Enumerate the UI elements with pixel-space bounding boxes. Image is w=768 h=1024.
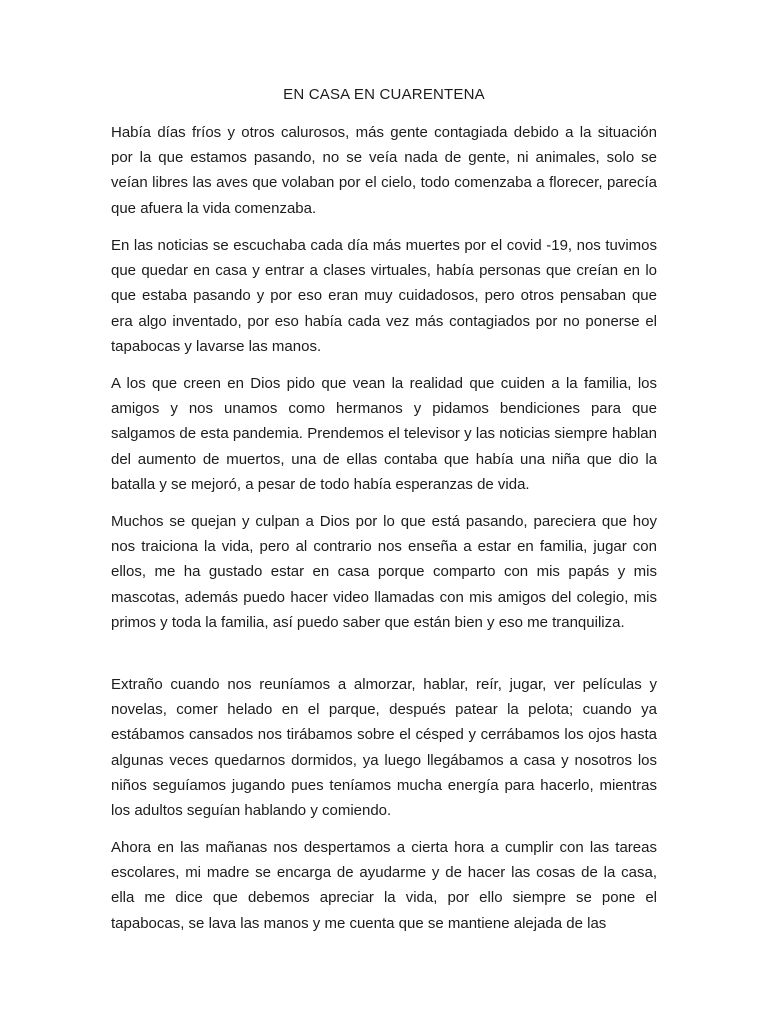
- paragraph-5: Extraño cuando nos reuníamos a almorzar, hablar, reír, jugar, ver películas y novelas, comer helado en el parque, después patear la pelota; cuando ya estábamos cansados nos tirábamos sobre el césped y cerrábamos los ojos hasta algunas veces quedarnos dormidos, ya luego llegábamos a casa y nosotros los niños seguíamos jugando pues teníamos mucha energía para hacerlo, mientras los adultos seguían hablando y comiendo.: [111, 676, 657, 820]
- document-title: EN CASA EN CUARENTENA: [283, 86, 485, 103]
- paragraph-2: En las noticias se escuchaba cada día más muertes por el covid -19, nos tuvimos que quedar en casa y entrar a clases virtuales, había personas que creían en lo que estaba pasando y por eso eran muy cuidadosos, pero otros pensaban que era algo inventado, por eso había cada vez más contagiados por no ponerse el tapabocas y lavarse las manos.: [111, 237, 657, 355]
- paragraph-3: A los que creen en Dios pido que vean la realidad que cuiden a la familia, los amigos y nos unamos como hermanos y pidamos bendiciones para que salgamos de esta pandemia. Prendemos el televisor y las noticias siempre hablan del aumento de muertos, una de ellas contaba que había una niña que dio la batalla y se mejoró, a pesar de todo había esperanzas de vida.: [111, 375, 657, 493]
- paragraph-4: Muchos se quejan y culpan a Dios por lo que está pasando, pareciera que hoy nos traiciona la vida, pero al contrario nos enseña a estar en familia, jugar con ellos, me ha gustado estar en casa porque comparto con mis papás y mis mascotas, además puedo hacer video llamadas con mis amigos del colegio, mis primos y toda la familia, así puedo saber que están bien y eso me tranquiliza.: [111, 513, 657, 631]
- paragraph-1: Había días fríos y otros calurosos, más gente contagiada debido a la situación por la que estamos pasando, no se veía nada de gente, ni animales, solo se veían libres las aves que volaban por el cielo, todo comenzaba a florecer, parecía que afuera la vida comenzaba.: [111, 124, 657, 217]
- paragraph-6: Ahora en las mañanas nos despertamos a cierta hora a cumplir con las tareas escolares, mi madre se encarga de ayudarme y de hacer las cosas de la casa, ella me dice que debemos apreciar la vida, por ello siempre se pone el tapabocas, se lava las manos y me cuenta que se mantiene alejada de las: [111, 839, 657, 932]
